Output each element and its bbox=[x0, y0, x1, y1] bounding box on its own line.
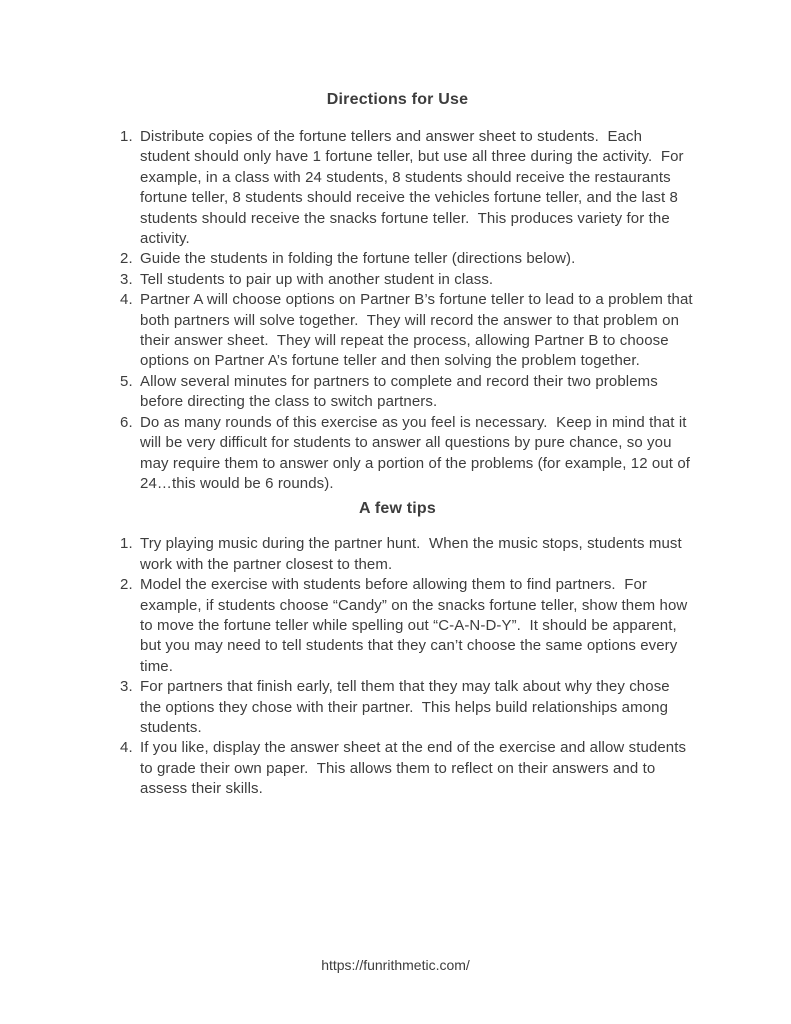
list-item: 5. Allow several minutes for partners to complete and record their two problems before directing the class to switch partners. bbox=[137, 372, 695, 413]
list-item: 4. Partner A will choose options on Partner B’s fortune teller to lead to a problem that both partners will solve together. They will record the answer to that problem on their answer sheet. They will repeat the process, allowing Partner B to choose options on Partner A’s fortune teller and then solving the problem together. bbox=[137, 290, 695, 372]
page-title: Directions for Use bbox=[326, 91, 469, 108]
footer-url: https://funrithmetic.com/ bbox=[321, 957, 470, 973]
list-item: 3. For partners that finish early, tell them that they may talk about why they chose the options they chose with their partner. This helps build relationships among students. bbox=[137, 677, 695, 738]
tips-list bbox=[100, 534, 695, 799]
list-item: 1. Try playing music during the partner hunt. When the music stops, students must work with the partner closest to them. bbox=[137, 534, 695, 575]
list-item: 3. Tell students to pair up with another student in class. bbox=[137, 270, 695, 290]
list-item: 1. Distribute copies of the fortune tellers and answer sheet to students. Each student should only have 1 fortune teller, but use all three during the activity. For example, in a class with 24 students, 8 students should receive the restaurants fortune teller, 8 students should receive the vehicles fortune teller, and the last 8 students should receive the snacks fortune teller. This produces variety for the activity. bbox=[137, 127, 695, 249]
tips-heading: A few tips bbox=[359, 500, 436, 518]
directions-list bbox=[100, 127, 695, 494]
list-item: 4. If you like, display the answer sheet at the end of the exercise and allow students to grade their own paper. This allows them to reflect on their answers and to assess their skills. bbox=[137, 738, 695, 799]
list-item: 2. Guide the students in folding the fortune teller (directions below). bbox=[137, 249, 695, 269]
list-item: 2. Model the exercise with students before allowing them to find partners. For example, if students choose “Candy” on the snacks fortune teller, show them how to move the fortune teller while spelling out “C-A-N-D-Y”. It should be apparent, but you may need to tell students that they can’t choose the same options every time. bbox=[137, 575, 695, 677]
list-item: 6. Do as many rounds of this exercise as you feel is necessary. Keep in mind that it will be very difficult for students to answer all questions by pure chance, so you may require them to answer only a portion of the problems (for example, 12 out of 24…this would be 6 rounds). bbox=[137, 413, 695, 495]
